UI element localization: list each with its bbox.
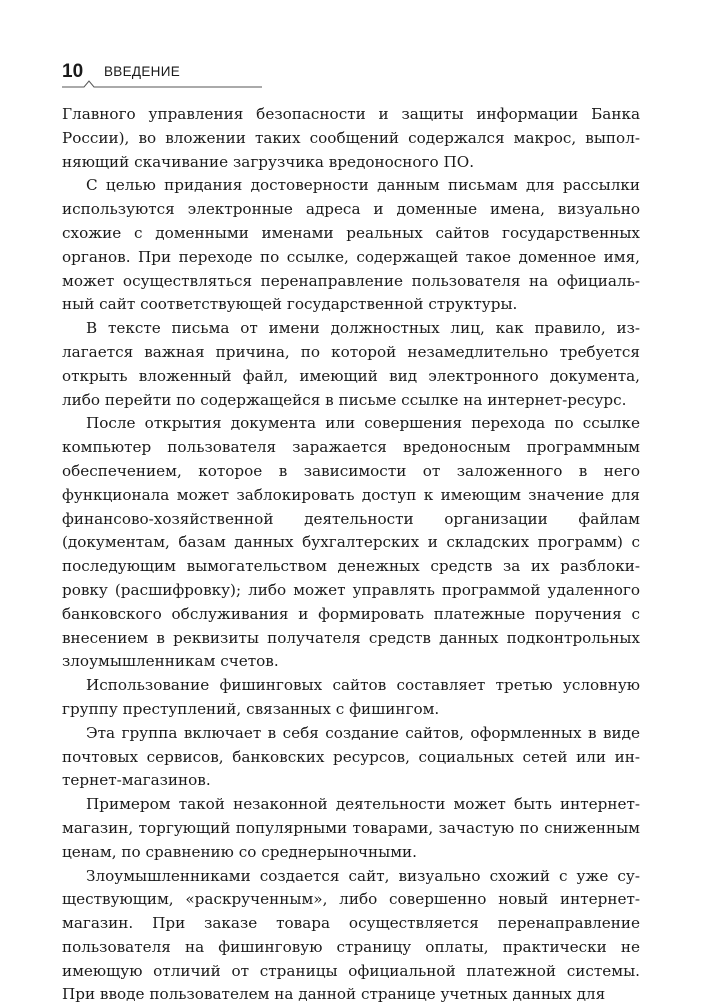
body-text [62, 103, 640, 1007]
page-number: 10 [62, 60, 83, 84]
paragraph: Использование фишинговых сайтов составляет третью условную группу преступлений, связанных с фишингом. [62, 674, 640, 722]
paragraph: Злоумышленниками создается сайт, визуально схожий с уже существующим, «раскрученным», либо совершенно новый интернет-магазин. При заказе товара осуществляется перенаправление пользователя на фишинговую страницу оплаты, практически не имеющую отличий от страницы официальной платежной системы. При вводе пользователем на данной странице учетных данных для [62, 865, 640, 1007]
paragraph: Главного управления безопасности и защиты информации Банка России), во вложении таких сообщений содержался макрос, выполняющий скачивание загрузчика вредоносного ПО. [62, 103, 640, 174]
running-header [62, 60, 262, 90]
paragraph: Эта группа включает в себя создание сайтов, оформленных в виде почтовых сервисов, банковских ресурсов, социальных сетей или интернет-магазинов. [62, 722, 640, 793]
section-title: ВВЕДЕНИЕ [104, 64, 180, 80]
paragraph: Примером такой незаконной деятельности может быть интернет-магазин, торгующий популярными товарами, зачастую по сниженным ценам, по сравнению со среднерыночными. [62, 793, 640, 864]
paragraph: После открытия документа или совершения перехода по ссылке компьютер пользователя заражается вредоносным программным обеспечением, которое в зависимости от заложенного в него функционала может заблокировать доступ к имеющим значение для финансово-хозяйственной деятельности организации файлам (документам, базам данных бухгалтерских и складских программ) с последующим вымогательством денежных средств за их разблокировку (расшифровку); либо может управлять программой удаленного банковского обслуживания и формировать платежные поручения с внесением в реквизиты получателя средств данных подконтрольных злоумышленникам счетов. [62, 412, 640, 674]
paragraph: С целью придания достоверности данным письмам для рассылки используются электронные адреса и доменные имена, визуально схожие с доменными именами реальных сайтов государственных органов. При переходе по ссылке, содержащей такое доменное имя, может осуществляться перенаправление пользователя на официальный сайт соответствующей государственной структуры. [62, 174, 640, 317]
paragraph: В тексте письма от имени должностных лиц, как правило, излагается важная причина, по которой незамедлительно требуется открыть вложенный файл, имеющий вид электронного документа, либо перейти по содержащейся в письме ссылке на интернет-ресурс. [62, 317, 640, 412]
